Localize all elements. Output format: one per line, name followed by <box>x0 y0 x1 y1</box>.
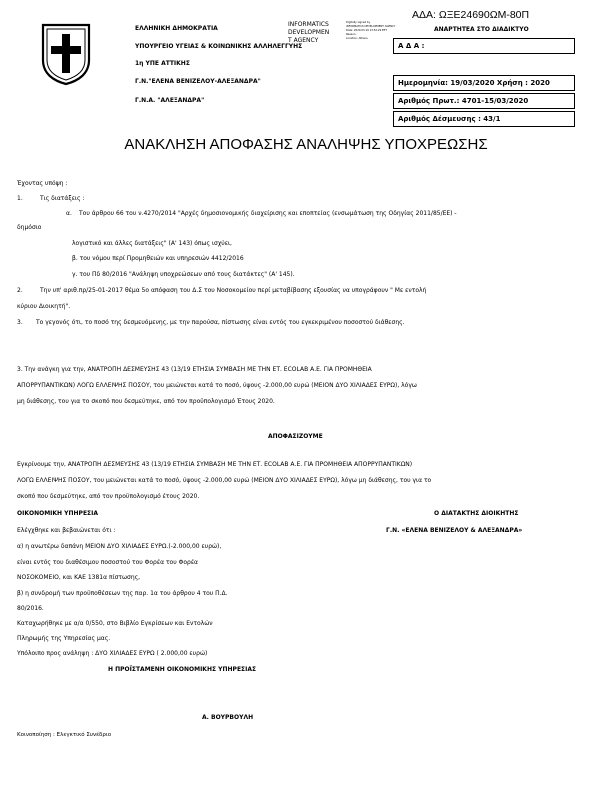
director-org: Γ.Ν. «ΕΛΕΝΑ ΒΕΝΙΖΕΛΟΥ & ΑΛΕΞΑΝΔΡΑ» <box>386 527 523 534</box>
header-hospital: Γ.Ν."ΕΛΕΝΑ ΒΕΝΙΖΕΛΟΥ-ΑΛΕΞΑΝΔΡΑ" <box>135 78 261 85</box>
protocol-box-text: Αριθμός Πρωτ.: 4701-15/03/2020 <box>398 97 529 105</box>
cc-line: Κοινοποίηση : Ελεγκτικό Συνέδριο <box>17 732 112 738</box>
sig-detail-3: Date: 2020.03.19 13:52:29 EET <box>346 29 387 32</box>
director-title: Ο ΔΙΑΤΑΚΤΗΣ ΔΙΟΙΚΗΤΗΣ <box>434 510 519 517</box>
stamp-line-3: T AGENCY <box>288 37 319 44</box>
ada-box <box>393 38 575 54</box>
document-title: ΑΝΑΚΛΗΣΗ ΑΠΟΦΑΣΗΣ ΑΝΑΛΗΨΗΣ ΥΠΟΧΡΕΩΣΗΣ <box>124 136 488 153</box>
item1-text: Τις διατάξεις : <box>40 195 85 202</box>
financial-reg-line-1: Καταχωρήθηκε με α/α 0/550, στο Βιβλίο Εγκρίσεων και Εντολών <box>17 620 213 627</box>
financial-heading: ΟΙΚΟΝΟΜΙΚΗ ΥΠΗΡΕΣΙΑ <box>17 510 99 517</box>
need-para-line-1: 3. Την ανάγκη για την, ΑΝΑΤΡΟΠΗ ΔΕΣΜΕΥΣΗΣ 43 (13/19 ΕΤΗΣΙΑ ΣΥΜΒΑΣΗ ΜΕ ΤΗΝ ΕΤ. ECOLAB Α.Ε. ΓΙΑ ΠΡΟΜΗΘΕΙΑ <box>17 366 372 373</box>
financial-head-name: Α. ΒΟΥΡΒΟΥΛΗ <box>202 714 254 721</box>
financial-a-line-2: είναι εντός του διαθέσιμου ποσοστού του Φορέα του Φορέα <box>17 559 199 566</box>
signature-stamp <box>288 21 350 47</box>
ada-box-label: Α Δ Α : <box>398 42 425 50</box>
hellenic-emblem-icon <box>40 22 92 86</box>
financial-a-line-3: ΝΟΣΟΚΟΜΕΙΟ, και ΚΑΕ 1381α πίστωσης, <box>17 574 141 581</box>
stamp-line-1: INFORMATICS <box>288 21 329 28</box>
financial-reg-line-2: Πληρωμής της Υπηρεσίας μας. <box>17 635 111 642</box>
item1a-text: Του άρθρου 66 του ν.4270/2014 "Αρχές δημοσιονομικής διαχείρισης και εποπτείας (ενσωμάτωση της Οδηγίας 2011/85/ΕΕ) - <box>79 210 457 217</box>
item2-text: Την υπ' αριθ.πρ/25-01-2017 θέμα 5ο απόφαση του Δ.Σ του Νοσοκομείου περί μεταβίβασης εξουσίας να υπογράφουν " Με εντολή <box>40 287 427 294</box>
ada-stamp: ΑΔΑ: ΩΞΕ24690ΩΜ-80Π <box>412 9 530 21</box>
header-hospital-short: Γ.Ν.Α. "ΑΛΕΞΑΝΔΡΑ" <box>135 97 205 104</box>
item1a-prefix: α. <box>66 210 72 217</box>
sig-detail-1: Digitally signed by <box>346 21 371 24</box>
need-para-line-3: μη διάθεσης, του για το σκοπό που δεσμεύτηκε, από τον προϋπολογισμό Έτους 2020. <box>17 398 275 405</box>
item1a-cont2: λογιστικό και άλλες διατάξεις" (Α' 143) όπως ισχύει, <box>72 240 232 247</box>
posting-label: ΑΝΑΡΤΗΤΕΑ ΣΤΟ ΔΙΑΔΙΚΤΥΟ <box>434 26 529 33</box>
item1-number: 1. <box>17 195 23 202</box>
financial-b-line-2: 80/2016. <box>17 605 44 612</box>
header-ministry: ΥΠΟΥΡΓΕΙΟ ΥΓΕΙΑΣ & ΚΟΙΝΩΝΙΚΗΣ ΑΛΛΗΛΕΓΓΥΗΣ <box>135 43 303 50</box>
approve-line-3: σκοπό που δεσμεύτηκε, από τον προϋπολογισμό έτους 2020. <box>17 493 200 500</box>
item1a-cont1: δημόσιο <box>17 224 42 231</box>
item2-number: 2. <box>17 287 23 294</box>
financial-remaining: Υπόλοιπο προς ανάληψη : ΔΥΟ ΧΙΛΙΑΔΕΣ ΕΥΡΩ ( 2.000,00 ευρώ) <box>17 650 208 657</box>
need-para-line-2: ΑΠΟΡΡΥΠΑΝΤΙΚΩΝ) ΛΟΓΩ ΕΛΛΕΙΨΗΣ ΠΟΣΟΥ, του μειώνεται κατά το ποσό, ύψους -2.000,00 ευρώ (ΜΕΙΟΝ ΔΥΟ ΧΙΛΙΑΔΕΣ ΕΥΡΩ), λόγω <box>17 382 417 389</box>
sig-detail-2: INFORMATICS DEVELOPMENT AGENCY <box>346 25 396 28</box>
item1c-text: γ. του Πδ 80/2016 "Ανάληψη υποχρεώσεων από τους διατάκτες" (Α' 145). <box>72 271 295 278</box>
signature-details <box>346 21 396 47</box>
decision-heading: ΑΠΟΦΑΣΙΖΟΥΜΕ <box>268 433 323 440</box>
sig-detail-5: Location: Athens <box>346 37 368 40</box>
approve-line-1: Εγκρίνουμε την, ΑΝΑΤΡΟΠΗ ΔΕΣΜΕΥΣΗΣ 43 (13/19 ΕΤΗΣΙΑ ΣΥΜΒΑΣΗ ΜΕ ΤΗΝ ΕΤ. ECOLAB Α.Ε. ΓΙΑ ΠΡΟΜΗΘΕΙΑ ΑΠΟΡΡΥΠΑΝΤΙΚΩΝ) <box>17 461 413 468</box>
date-box <box>393 75 575 91</box>
header-region: 1η ΥΠΕ ΑΤΤΙΚΗΣ <box>135 60 190 67</box>
commitment-box <box>393 111 575 127</box>
item1b-text: β. του νόμου περί Προμηθειών και υπηρεσιών 4412/2016 <box>72 255 244 262</box>
protocol-box <box>393 93 575 109</box>
stamp-line-2: DEVELOPMEN <box>288 29 330 36</box>
item2-cont: κύριου Διοικητή". <box>17 303 71 310</box>
item3-number: 3. <box>17 319 23 326</box>
sig-detail-4: Reason: <box>346 33 357 36</box>
date-box-text: Ημερομηνία: 19/03/2020 Χρήση : 2020 <box>398 79 550 87</box>
item3-text: Το γεγονός ότι, το ποσό της δεσμευόμενης, με την παρούσα, πίστωσης είναι εντός του εγκεκριμένου ποσοστού διάθεσης. <box>36 319 405 326</box>
approve-line-2: ΛΟΓΩ ΕΛΛΕΙΨΗΣ ΠΟΣΟΥ, του μειώνεται κατά το ποσό, ύψους -2.000,00 ευρώ (ΜΕΙΟΝ ΔΥΟ ΧΙΛΙΑΔΕΣ ΕΥΡΩ), λόγω μη διάθεσης, του για το <box>17 477 432 484</box>
financial-b-line-1: β) η συνδρομή των προϋποθέσεων της παρ. 1α του άρθρου 4 του Π.Δ. <box>17 590 228 597</box>
financial-head-title: Η ΠΡΟΪΣΤΑΜΕΝΗ ΟΙΚΟΝΟΜΙΚΗΣ ΥΠΗΡΕΣΙΑΣ <box>108 666 257 673</box>
considering-label: Έχοντας υπόψη : <box>17 180 68 187</box>
header-country: ΕΛΛΗΝΙΚΗ ΔΗΜΟΚΡΑΤΙΑ <box>135 25 218 32</box>
financial-checked: Ελέγχθηκε και βεβαιώνεται ότι : <box>17 527 116 534</box>
financial-a-line-1: α) η ανωτέρω δαπάνη ΜΕΙΟΝ ΔΥΟ ΧΙΛΙΑΔΕΣ ΕΥΡΩ.(-2.000,00 ευρώ), <box>17 543 222 550</box>
commitment-box-text: Αριθμός Δέσμευσης : 43/1 <box>398 115 501 123</box>
